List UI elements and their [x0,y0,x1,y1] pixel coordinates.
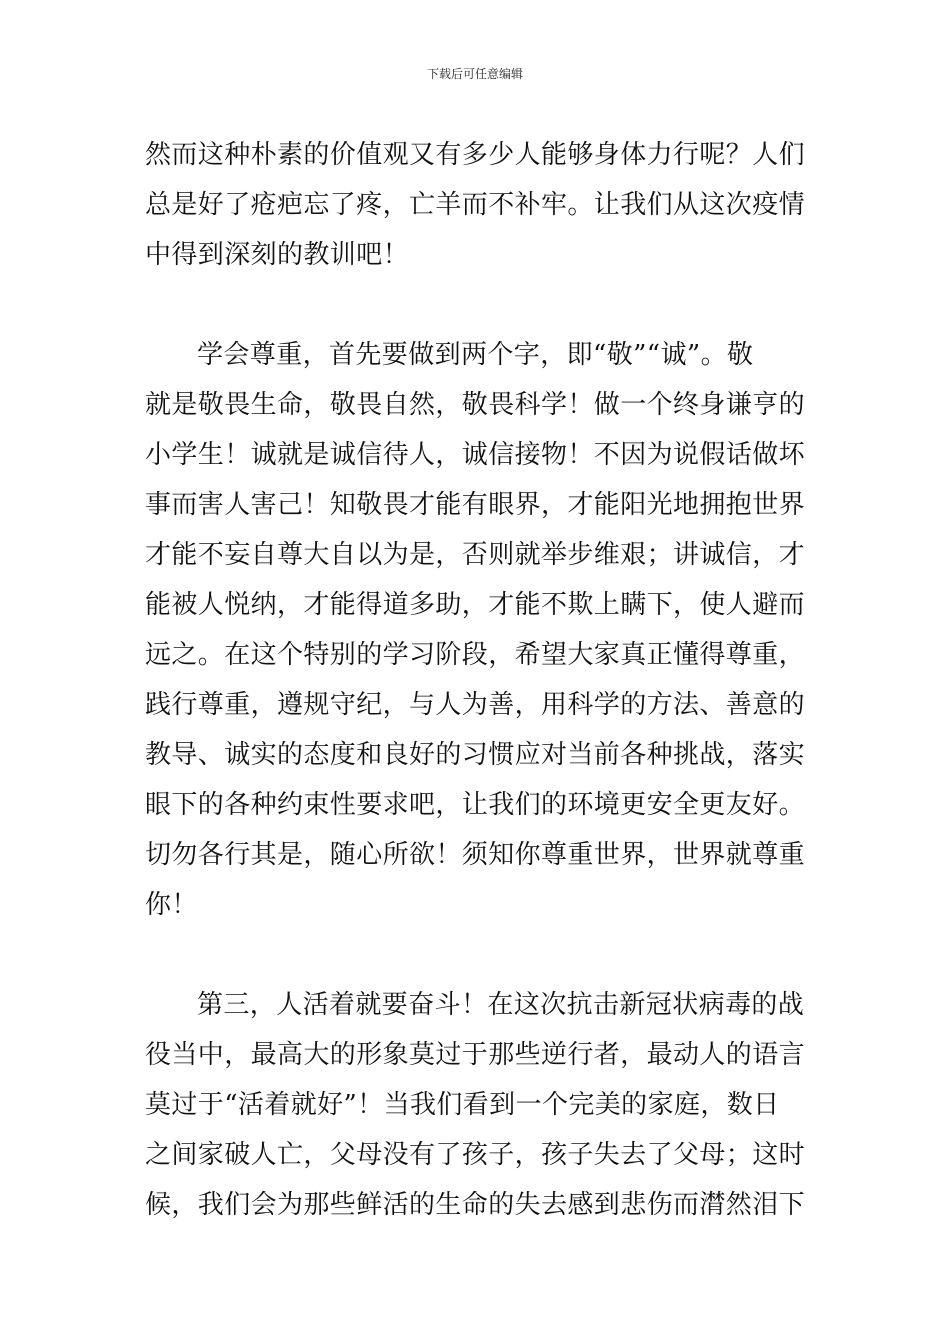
document-body [145,130,810,1230]
paragraph-spacer [145,280,810,330]
paragraph-line: 莫过于“活着就好”！当我们看到一个完美的家庭，数日 [145,1090,780,1120]
paragraph-3 [145,980,810,1230]
paragraph-line: 践行尊重，遵规守纪，与人为善，用科学的方法、善意的 [145,690,806,720]
paragraph-line: 然而这种朴素的价值观又有多少人能够身体力行呢？人们 [145,140,806,170]
paragraph-line: 切勿各行其是，随心所欲！须知你尊重世界，世界就尊重 [145,840,806,870]
paragraph-line: 学会尊重，首先要做到两个字，即“敬”“诚”。敬 [197,340,754,370]
page-header-note: 下载后可任意编辑 [426,67,523,81]
paragraph-line: 就是敬畏生命，敬畏自然，敬畏科学！做一个终身谦亨的 [145,390,806,420]
paragraph-1 [145,130,810,280]
paragraph-line: 中得到深刻的教训吧！ [145,240,410,270]
paragraph-line: 事而害人害己！知敬畏才能有眼界，才能阳光地拥抱世界 [145,490,806,520]
paragraph-2 [145,330,810,930]
paragraph-line: 远之。在这个特别的学习阶段，希望大家真正懂得尊重， [145,640,806,670]
paragraph-line: 能被人悦纳，才能得道多助，才能不欺上瞒下，使人避而 [145,590,806,620]
paragraph-line: 才能不妄自尊大自以为是，否则就举步维艰；讲诚信，才 [145,540,806,570]
paragraph-line: 之间家破人亡，父母没有了孩子，孩子失去了父母；这时 [145,1140,806,1170]
paragraph-line: 小学生！诚就是诚信待人，诚信接物！不因为说假话做坏 [145,440,806,470]
paragraph-line: 教导、诚实的态度和良好的习惯应对当前各种挑战，落实 [145,740,806,770]
paragraph-line: 第三，人活着就要奋斗！在这次抗击新冠状病毒的战 [197,990,805,1020]
paragraph-line: 候，我们会为那些鲜活的生命的失去感到悲伤而潸然泪下 [145,1190,806,1220]
paragraph-line: 眼下的各种约束性要求吧，让我们的环境更安全更友好。 [145,790,806,820]
paragraph-spacer [145,930,810,980]
paragraph-line: 你！ [145,890,198,920]
paragraph-line: 总是好了疮疤忘了疼，亡羊而不补牢。让我们从这次疫情 [145,190,806,220]
paragraph-line: 役当中，最高大的形象莫过于那些逆行者，最动人的语言 [145,1040,806,1070]
